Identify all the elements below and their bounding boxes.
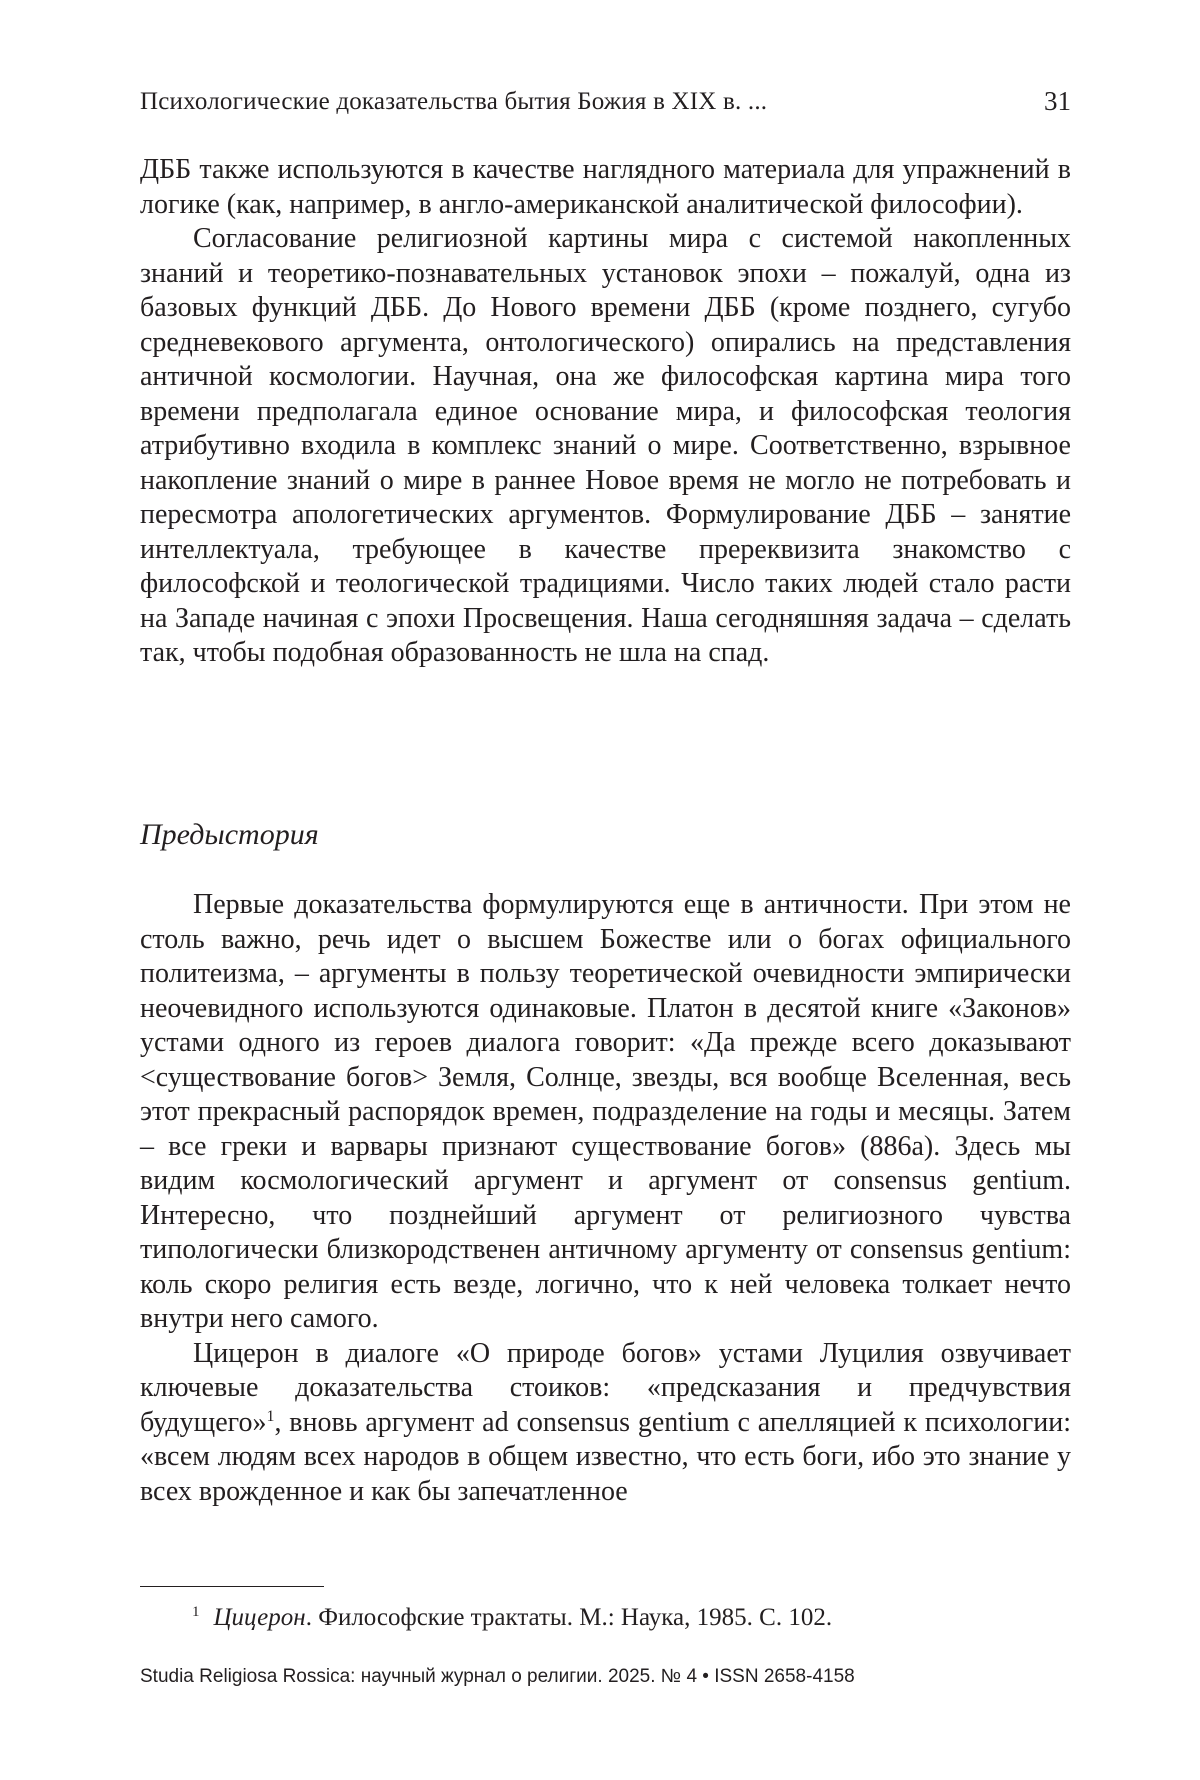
footnote-author: Цицерон bbox=[213, 1604, 306, 1631]
paragraph-text: , вновь аргумент ad consensus gentium с апелляцией к психологии: «всем людям всех народов в общем известно, что есть боги, ибо это знание у всех врожденное и как бы запечатленное bbox=[140, 1406, 1071, 1507]
paragraph: Согласование религиозной картины мира с системой накопленных знаний и теоретико-познавательных установок эпохи – пожалуй, одна из базовых функций ДББ. До Нового времени ДББ (кроме позднего, сугубо средневекового аргумента, онтологического) опирались на представления античной космологии. Научная, она же философская картина мира того времени предполагала единое основание мира, и философская теология атрибутивно входила в комплекс знаний о мире. Соответственно, взрывное накопление знаний о мире в раннее Новое время не могло не потребовать и пересмотра апологетических аргументов. Формулирование ДББ – занятие интеллектуала, требующее в качестве пререквизита знакомство с философской и теологической традициями. Число таких людей стало расти на Западе начиная с эпохи Просвещения. Наша сегодняшняя задача – сделать так, чтобы подобная образованность не шла на спад. bbox=[140, 223, 1071, 668]
paragraph: Первые доказательства формулируются еще в античности. При этом не столь важно, речь идет о высшем Божестве или о богах официального политеизма, – аргументы в пользу теоретической очевидности эмпирически неочевидного используются одинаковые. Платон в десятой книге «Законов» устами одного из героев диалога говорит: «Да прежде всего доказывают <существование богов> Земля, Солнце, звезды, вся вообще Вселенная, весь этот прекрасный распорядок времен, подразделение на годы и месяцы. Затем – все греки и варвары признают существование богов» (886а). Здесь мы видим космологический аргумент и аргумент от consensus gentium. Интересно, что позднейший аргумент от религиозного чувства типологически близкородственен античному аргументу от consensus gentium: коль скоро религия есть везде, логично, что к ней человека толкает нечто внутри него самого. bbox=[140, 889, 1071, 1334]
running-title: Психологические доказательства бытия Божия в XIX в. ... bbox=[140, 88, 768, 115]
section-body-prehistory bbox=[140, 888, 1071, 1509]
page-number: 31 bbox=[1044, 86, 1071, 116]
paragraph-text: Цицерон в диалоге «О природе богов» устами Луцилия озвучивает ключевые доказательства стоиков: «предсказания и предчувствия будущего» bbox=[140, 1337, 1071, 1438]
section-body-intro bbox=[140, 153, 1071, 671]
footnote bbox=[192, 1604, 832, 1632]
footnote-number: 1 bbox=[192, 1604, 200, 1620]
journal-footer: Studia Religiosa Rossica: научный журнал о религии. 2025. № 4 • ISSN 2658-4158 bbox=[140, 1666, 855, 1687]
footnote-reference[interactable]: 1 bbox=[266, 1407, 275, 1425]
paragraph bbox=[140, 1337, 1071, 1510]
footnote-divider bbox=[140, 1586, 324, 1587]
footnote-text: . Философские трактаты. М.: Наука, 1985. С. 102. bbox=[305, 1604, 833, 1631]
paragraph: ДББ также используются в качестве наглядного материала для упражнений в логике (как, например, в англо-американской аналитической философии). bbox=[140, 154, 1071, 220]
section-heading: Предыстория bbox=[140, 818, 319, 851]
